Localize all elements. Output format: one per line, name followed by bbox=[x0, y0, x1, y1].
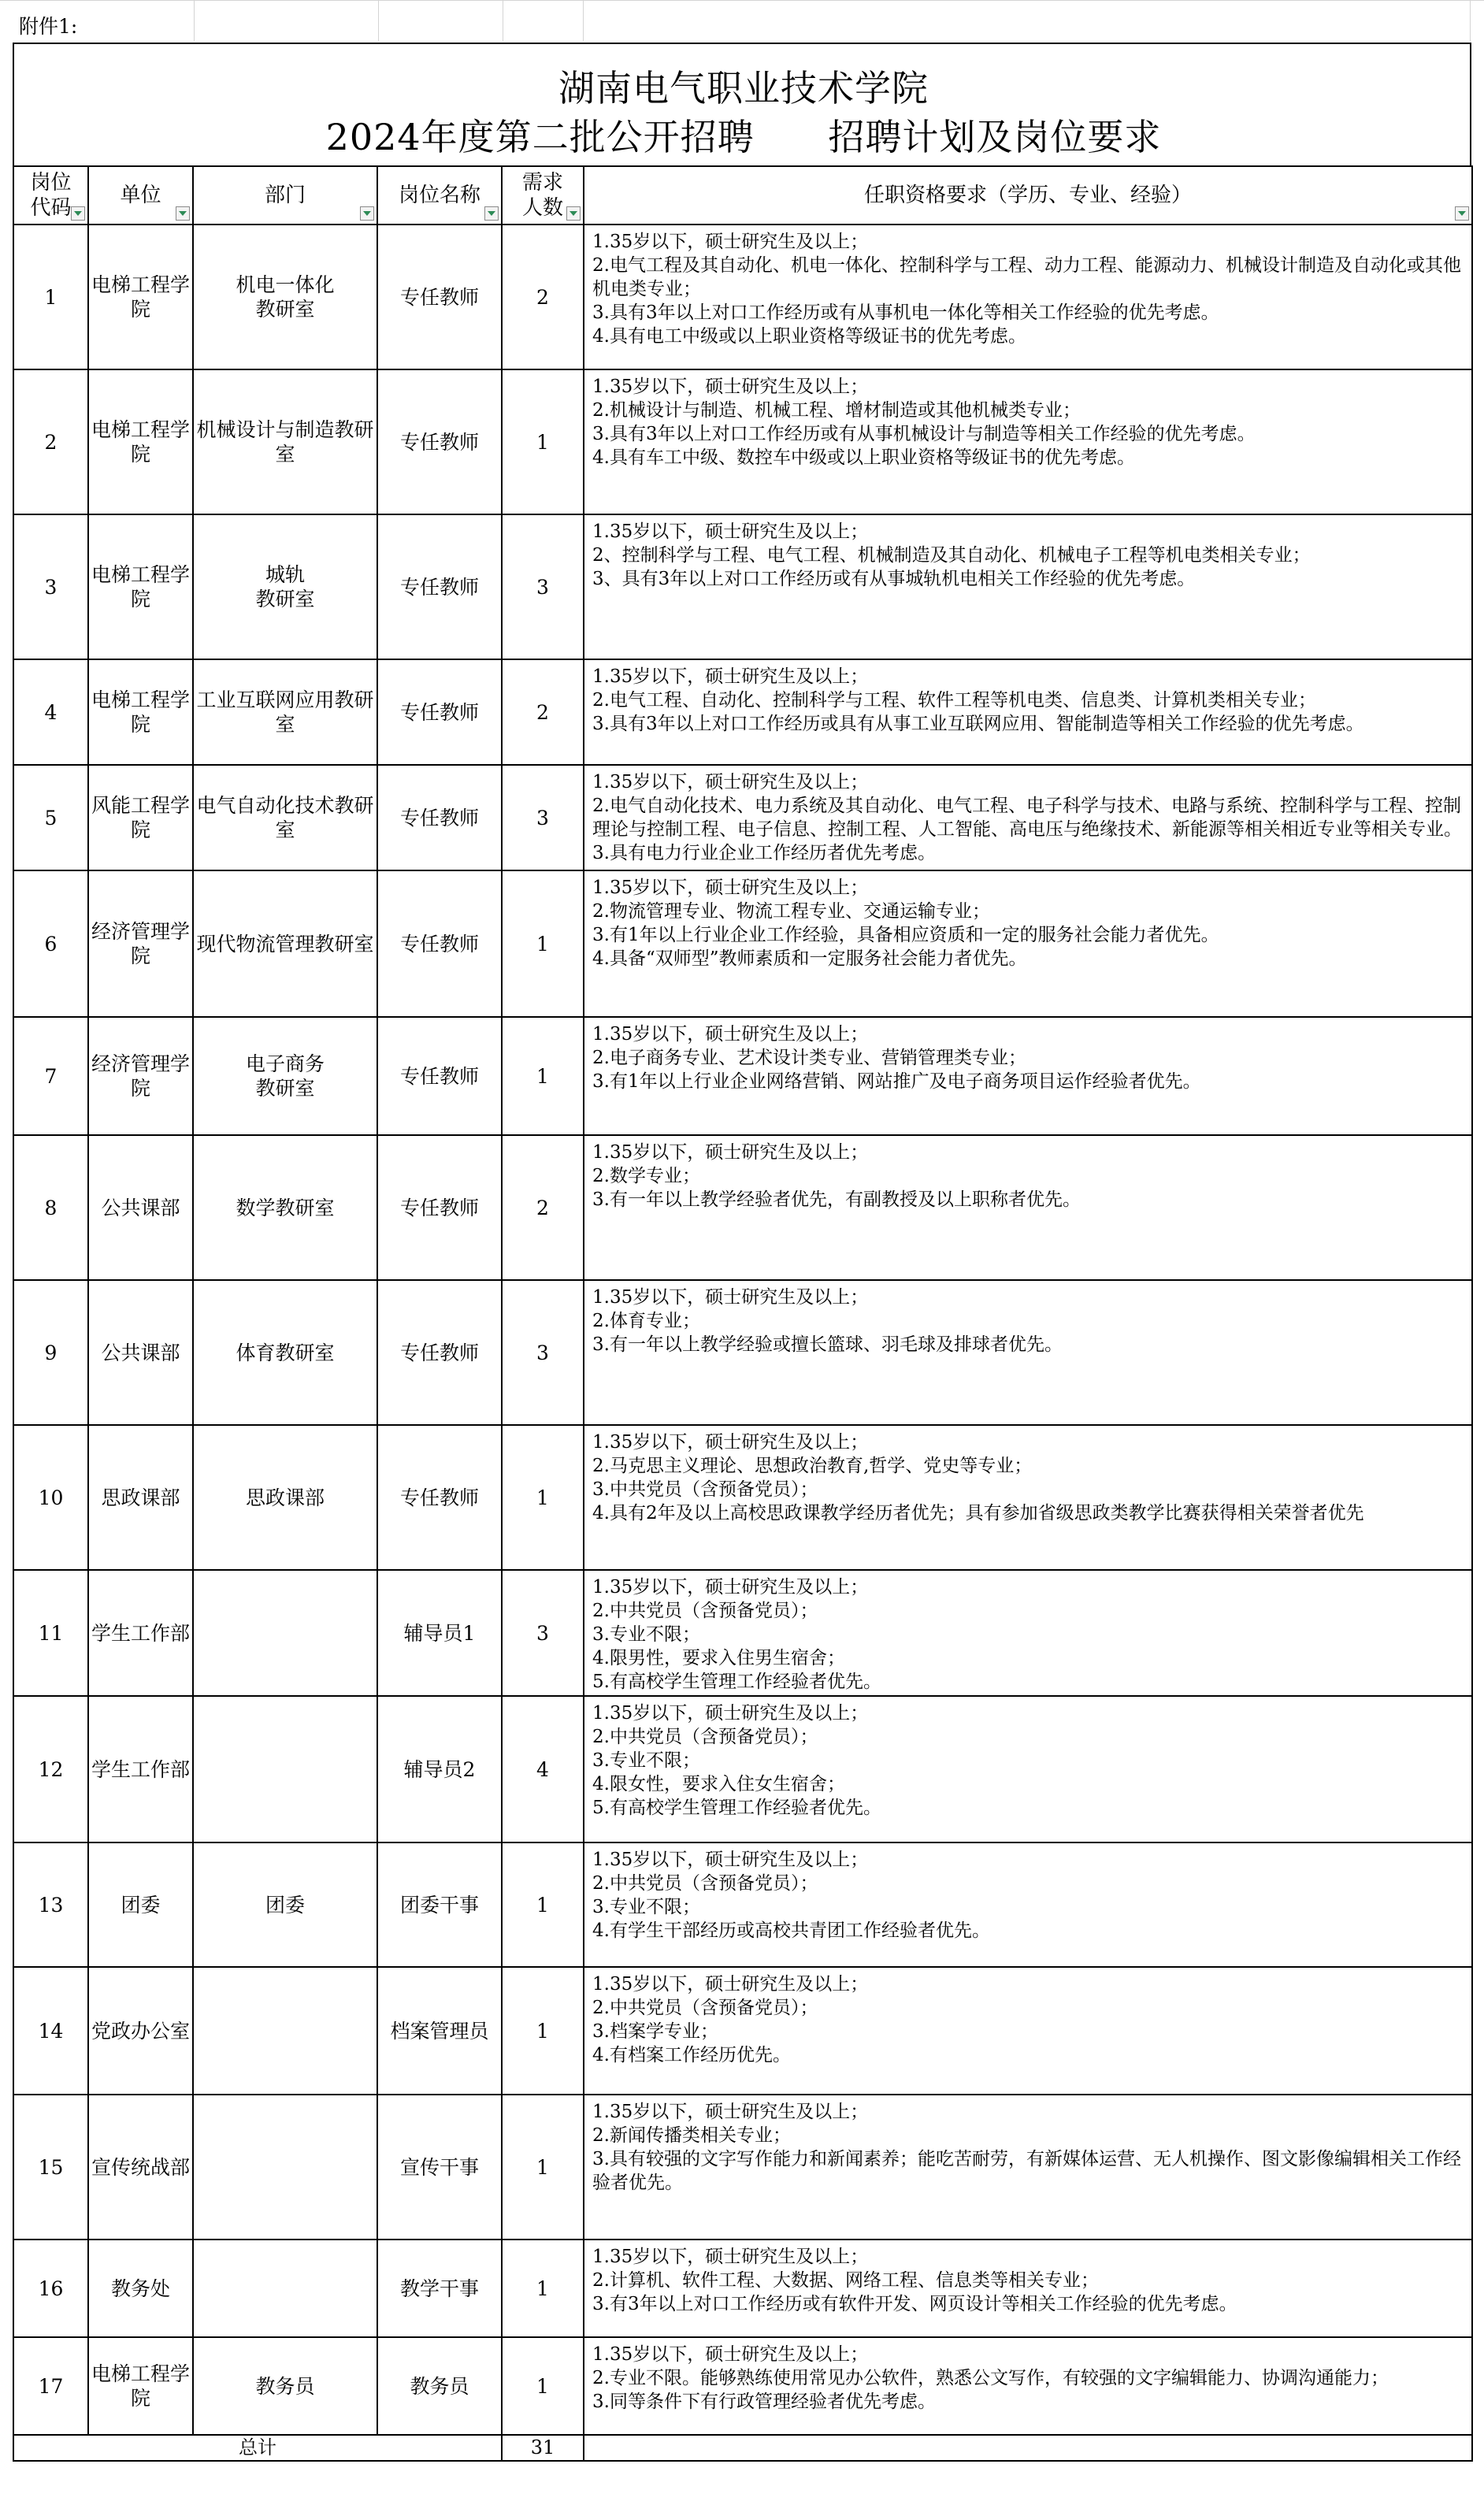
header-code: 岗位 代码 bbox=[13, 166, 88, 225]
post-name-cell: 辅导员2 bbox=[377, 1696, 502, 1842]
headcount-cell: 1 bbox=[502, 870, 584, 1017]
table-row bbox=[13, 2337, 1472, 2435]
table-row bbox=[13, 1017, 1472, 1135]
table-row bbox=[13, 1967, 1472, 2095]
department-cell: 现代物流管理教研室 bbox=[193, 870, 377, 1017]
post-code-cell: 4 bbox=[13, 659, 88, 765]
unit-cell: 团委 bbox=[88, 1842, 193, 1967]
requirements-cell: 1.35岁以下，硕士研究生及以上； 2.电子商务专业、艺术设计类专业、营销管理类专业； 3.有1年以上行业企业网络营销、网站推广及电子商务项目运作经验者优先。 bbox=[584, 1017, 1472, 1135]
filter-dropdown-icon[interactable] bbox=[484, 206, 499, 221]
header-unit: 单位 bbox=[88, 166, 193, 225]
unit-cell: 公共课部 bbox=[88, 1135, 193, 1280]
total-label: 总计 bbox=[13, 2435, 502, 2461]
unit-cell: 风能工程学院 bbox=[88, 765, 193, 870]
requirements-cell: 1.35岁以下，硕士研究生及以上； 2.机械设计与制造、机械工程、增材制造或其他机械类专业； 3.具有3年以上对口工作经历或有从事机械设计与制造等相关工作经验的优先考虑。 4.具有车工中级、数控车中级或以上职业资格等级证书的优先考虑。 bbox=[584, 369, 1472, 514]
department-cell: 机械设计与制造教研室 bbox=[193, 369, 377, 514]
unit-cell: 学生工作部 bbox=[88, 1696, 193, 1842]
department-cell: 教务员 bbox=[193, 2337, 377, 2435]
requirements-cell: 1.35岁以下，硕士研究生及以上； 2.中共党员（含预备党员）； 3.专业不限； 4.限男性，要求入住男生宿舍； 5.有高校学生管理工作经验者优先。 bbox=[584, 1570, 1472, 1696]
requirements-cell: 1.35岁以下，硕士研究生及以上； 2.数学专业； 3.有一年以上教学经验者优先，有副教授及以上职称者优先。 bbox=[584, 1135, 1472, 1280]
requirements-cell: 1.35岁以下，硕士研究生及以上； 2.中共党员（含预备党员）； 3.专业不限； 4.有学生干部经历或高校共青团工作经验者优先。 bbox=[584, 1842, 1472, 1967]
table-row bbox=[13, 1570, 1472, 1696]
requirements-cell: 1.35岁以下，硕士研究生及以上； 2.计算机、软件工程、大数据、网络工程、信息类等相关专业； 3.有3年以上对口工作经历或有软件开发、网页设计等相关工作经验的优先考虑。 bbox=[584, 2240, 1472, 2337]
gridline bbox=[194, 0, 195, 41]
department-cell: 城轨 教研室 bbox=[193, 514, 377, 659]
headcount-cell: 1 bbox=[502, 1425, 584, 1570]
table-row bbox=[13, 2095, 1472, 2240]
headcount-cell: 1 bbox=[502, 369, 584, 514]
post-name-cell: 专任教师 bbox=[377, 225, 502, 369]
department-cell bbox=[193, 1696, 377, 1842]
unit-cell: 电梯工程学院 bbox=[88, 659, 193, 765]
post-code-cell: 7 bbox=[13, 1017, 88, 1135]
post-name-cell: 教学干事 bbox=[377, 2240, 502, 2337]
post-name-cell: 专任教师 bbox=[377, 369, 502, 514]
headcount-cell: 3 bbox=[502, 514, 584, 659]
total-count: 31 bbox=[502, 2435, 584, 2461]
filter-dropdown-icon[interactable] bbox=[360, 206, 374, 221]
headcount-cell: 1 bbox=[502, 1842, 584, 1967]
unit-cell: 电梯工程学院 bbox=[88, 2337, 193, 2435]
headcount-cell: 2 bbox=[502, 659, 584, 765]
requirements-cell: 1.35岁以下，硕士研究生及以上； 2.物流管理专业、物流工程专业、交通运输专业； 3.有1年以上行业企业工作经验，具备相应资质和一定的服务社会能力者优先。 4.具备“双师型”教师素质和一定服务社会能力者优先。 bbox=[584, 870, 1472, 1017]
requirements-cell: 1.35岁以下，硕士研究生及以上； 2.电气工程、自动化、控制科学与工程、软件工程等机电类、信息类、计算机类相关专业； 3.具有3年以上对口工作经历或具有从事工业互联网应用、智能制造等相关工作经验的优先考虑。 bbox=[584, 659, 1472, 765]
annex-label: 附件1: bbox=[19, 15, 78, 38]
post-code-cell: 8 bbox=[13, 1135, 88, 1280]
department-cell bbox=[193, 2240, 377, 2337]
post-code-cell: 17 bbox=[13, 2337, 88, 2435]
department-cell: 数学教研室 bbox=[193, 1135, 377, 1280]
table-row bbox=[13, 1842, 1472, 1967]
header-requirements: 任职资格要求（学历、专业、经验） bbox=[584, 166, 1472, 225]
headcount-cell: 1 bbox=[502, 1967, 584, 2095]
filter-dropdown-icon[interactable] bbox=[176, 206, 190, 221]
gridline bbox=[1470, 0, 1471, 41]
post-name-cell: 专任教师 bbox=[377, 659, 502, 765]
headcount-cell: 1 bbox=[502, 2095, 584, 2240]
post-code-cell: 2 bbox=[13, 369, 88, 514]
post-code-cell: 13 bbox=[13, 1842, 88, 1967]
filter-dropdown-icon[interactable] bbox=[566, 206, 581, 221]
table-row bbox=[13, 765, 1472, 870]
department-cell: 体育教研室 bbox=[193, 1280, 377, 1425]
page-title: 湖南电气职业技术学院 bbox=[558, 67, 929, 109]
headcount-cell: 2 bbox=[502, 225, 584, 369]
table-row bbox=[13, 2240, 1472, 2337]
post-code-cell: 5 bbox=[13, 765, 88, 870]
total-blank bbox=[584, 2435, 1472, 2461]
unit-cell: 宣传统战部 bbox=[88, 2095, 193, 2240]
gridline bbox=[583, 0, 584, 41]
unit-cell: 经济管理学院 bbox=[88, 870, 193, 1017]
post-code-cell: 1 bbox=[13, 225, 88, 369]
post-name-cell: 宣传干事 bbox=[377, 2095, 502, 2240]
requirements-cell: 1.35岁以下，硕士研究生及以上； 2.专业不限。能够熟练使用常见办公软件，熟悉公文写作，有较强的文字编辑能力、协调沟通能力； 3.同等条件下有行政管理经验者优先考虑。 bbox=[584, 2337, 1472, 2435]
table-row bbox=[13, 870, 1472, 1017]
table-row bbox=[13, 659, 1472, 765]
department-cell bbox=[193, 1967, 377, 2095]
gridline bbox=[0, 0, 1484, 1]
headcount-cell: 1 bbox=[502, 2337, 584, 2435]
post-code-cell: 14 bbox=[13, 1967, 88, 2095]
recruitment-table bbox=[13, 165, 1473, 2462]
total-row bbox=[13, 2435, 1472, 2461]
headcount-cell: 3 bbox=[502, 1570, 584, 1696]
requirements-cell: 1.35岁以下，硕士研究生及以上； 2.电气自动化技术、电力系统及其自动化、电气工程、电子科学与技术、电路与系统、控制科学与工程、控制理论与控制工程、电子信息、控制工程、人工智能、高电压与绝缘技术、新能源等相关相近专业等相关专业。 3.具有电力行业企业工作经历者优先考虑。 bbox=[584, 765, 1472, 870]
requirements-cell: 1.35岁以下，硕士研究生及以上； 2、控制科学与工程、电气工程、机械制造及其自动化、机械电子工程等机电类相关专业； 3、具有3年以上对口工作经历或有从事城轨机电相关工作经验的优先考虑。 bbox=[584, 514, 1472, 659]
post-name-cell: 专任教师 bbox=[377, 1135, 502, 1280]
department-cell: 机电一体化 教研室 bbox=[193, 225, 377, 369]
table-row bbox=[13, 369, 1472, 514]
department-cell: 电子商务 教研室 bbox=[193, 1017, 377, 1135]
requirements-cell: 1.35岁以下，硕士研究生及以上； 2.新闻传播类相关专业； 3.具有较强的文字写作能力和新闻素养；能吃苦耐劳，有新媒体运营、无人机操作、图文影像编辑相关工作经验者优先。 bbox=[584, 2095, 1472, 2240]
filter-dropdown-icon[interactable] bbox=[1455, 206, 1469, 221]
table-row bbox=[13, 1135, 1472, 1280]
headcount-cell: 3 bbox=[502, 765, 584, 870]
post-code-cell: 15 bbox=[13, 2095, 88, 2240]
headcount-cell: 1 bbox=[502, 2240, 584, 2337]
post-name-cell: 专任教师 bbox=[377, 1280, 502, 1425]
post-name-cell: 专任教师 bbox=[377, 1017, 502, 1135]
post-code-cell: 3 bbox=[13, 514, 88, 659]
headcount-cell: 1 bbox=[502, 1017, 584, 1135]
post-name-cell: 专任教师 bbox=[377, 870, 502, 1017]
headcount-cell: 4 bbox=[502, 1696, 584, 1842]
department-cell bbox=[193, 2095, 377, 2240]
table-body bbox=[13, 225, 1472, 2461]
table-row bbox=[13, 225, 1472, 369]
post-name-cell: 专任教师 bbox=[377, 1425, 502, 1570]
table-row bbox=[13, 1696, 1472, 1842]
post-code-cell: 6 bbox=[13, 870, 88, 1017]
page-subtitle: 2024年度第二批公开招聘 招聘计划及岗位要求 bbox=[325, 116, 1162, 158]
headcount-cell: 2 bbox=[502, 1135, 584, 1280]
post-name-cell: 档案管理员 bbox=[377, 1967, 502, 2095]
unit-cell: 教务处 bbox=[88, 2240, 193, 2337]
post-name-cell: 教务员 bbox=[377, 2337, 502, 2435]
department-cell: 电气自动化技术教研室 bbox=[193, 765, 377, 870]
title-box bbox=[13, 43, 1471, 165]
unit-cell: 电梯工程学院 bbox=[88, 225, 193, 369]
post-name-cell: 专任教师 bbox=[377, 765, 502, 870]
post-code-cell: 12 bbox=[13, 1696, 88, 1842]
unit-cell: 电梯工程学院 bbox=[88, 514, 193, 659]
headcount-cell: 3 bbox=[502, 1280, 584, 1425]
department-cell: 团委 bbox=[193, 1842, 377, 1967]
post-code-cell: 9 bbox=[13, 1280, 88, 1425]
requirements-cell: 1.35岁以下，硕士研究生及以上； 2.中共党员（含预备党员）； 3.档案学专业； 4.有档案工作经历优先。 bbox=[584, 1967, 1472, 2095]
filter-dropdown-icon[interactable] bbox=[71, 206, 85, 221]
requirements-cell: 1.35岁以下，硕士研究生及以上； 2.体育专业； 3.有一年以上教学经验或擅长篮球、羽毛球及排球者优先。 bbox=[584, 1280, 1472, 1425]
unit-cell: 党政办公室 bbox=[88, 1967, 193, 2095]
post-name-cell: 专任教师 bbox=[377, 514, 502, 659]
post-name-cell: 团委干事 bbox=[377, 1842, 502, 1967]
header-dept: 部门 bbox=[193, 166, 377, 225]
requirements-cell: 1.35岁以下，硕士研究生及以上； 2.马克思主义理论、思想政治教育,哲学、党史等专业； 3.中共党员（含预备党员）； 4.具有2年及以上高校思政课教学经历者优先；具有参加省级思政类教学比赛获得相关荣誉者优先 bbox=[584, 1425, 1472, 1570]
post-code-cell: 11 bbox=[13, 1570, 88, 1696]
department-cell bbox=[193, 1570, 377, 1696]
post-name-cell: 辅导员1 bbox=[377, 1570, 502, 1696]
unit-cell: 学生工作部 bbox=[88, 1570, 193, 1696]
unit-cell: 经济管理学院 bbox=[88, 1017, 193, 1135]
post-code-cell: 10 bbox=[13, 1425, 88, 1570]
table-row bbox=[13, 1280, 1472, 1425]
header-post: 岗位名称 bbox=[377, 166, 502, 225]
post-code-cell: 16 bbox=[13, 2240, 88, 2337]
table-header bbox=[13, 166, 1472, 225]
header-count: 需求 人数 bbox=[502, 166, 584, 225]
table-row bbox=[13, 514, 1472, 659]
unit-cell: 公共课部 bbox=[88, 1280, 193, 1425]
requirements-cell: 1.35岁以下，硕士研究生及以上； 2.电气工程及其自动化、机电一体化、控制科学与工程、动力工程、能源动力、机械设计制造及自动化或其他机电类专业； 3.具有3年以上对口工作经历或有从事机电一体化等相关工作经验的优先考虑。 4.具有电工中级或以上职业资格等级证书的优先考虑。 bbox=[584, 225, 1472, 369]
gridline bbox=[378, 0, 379, 41]
department-cell: 思政课部 bbox=[193, 1425, 377, 1570]
table-row bbox=[13, 1425, 1472, 1570]
unit-cell: 电梯工程学院 bbox=[88, 369, 193, 514]
department-cell: 工业互联网应用教研室 bbox=[193, 659, 377, 765]
unit-cell: 思政课部 bbox=[88, 1425, 193, 1570]
requirements-cell: 1.35岁以下，硕士研究生及以上； 2.中共党员（含预备党员）； 3.专业不限； 4.限女性，要求入住女生宿舍； 5.有高校学生管理工作经验者优先。 bbox=[584, 1696, 1472, 1842]
